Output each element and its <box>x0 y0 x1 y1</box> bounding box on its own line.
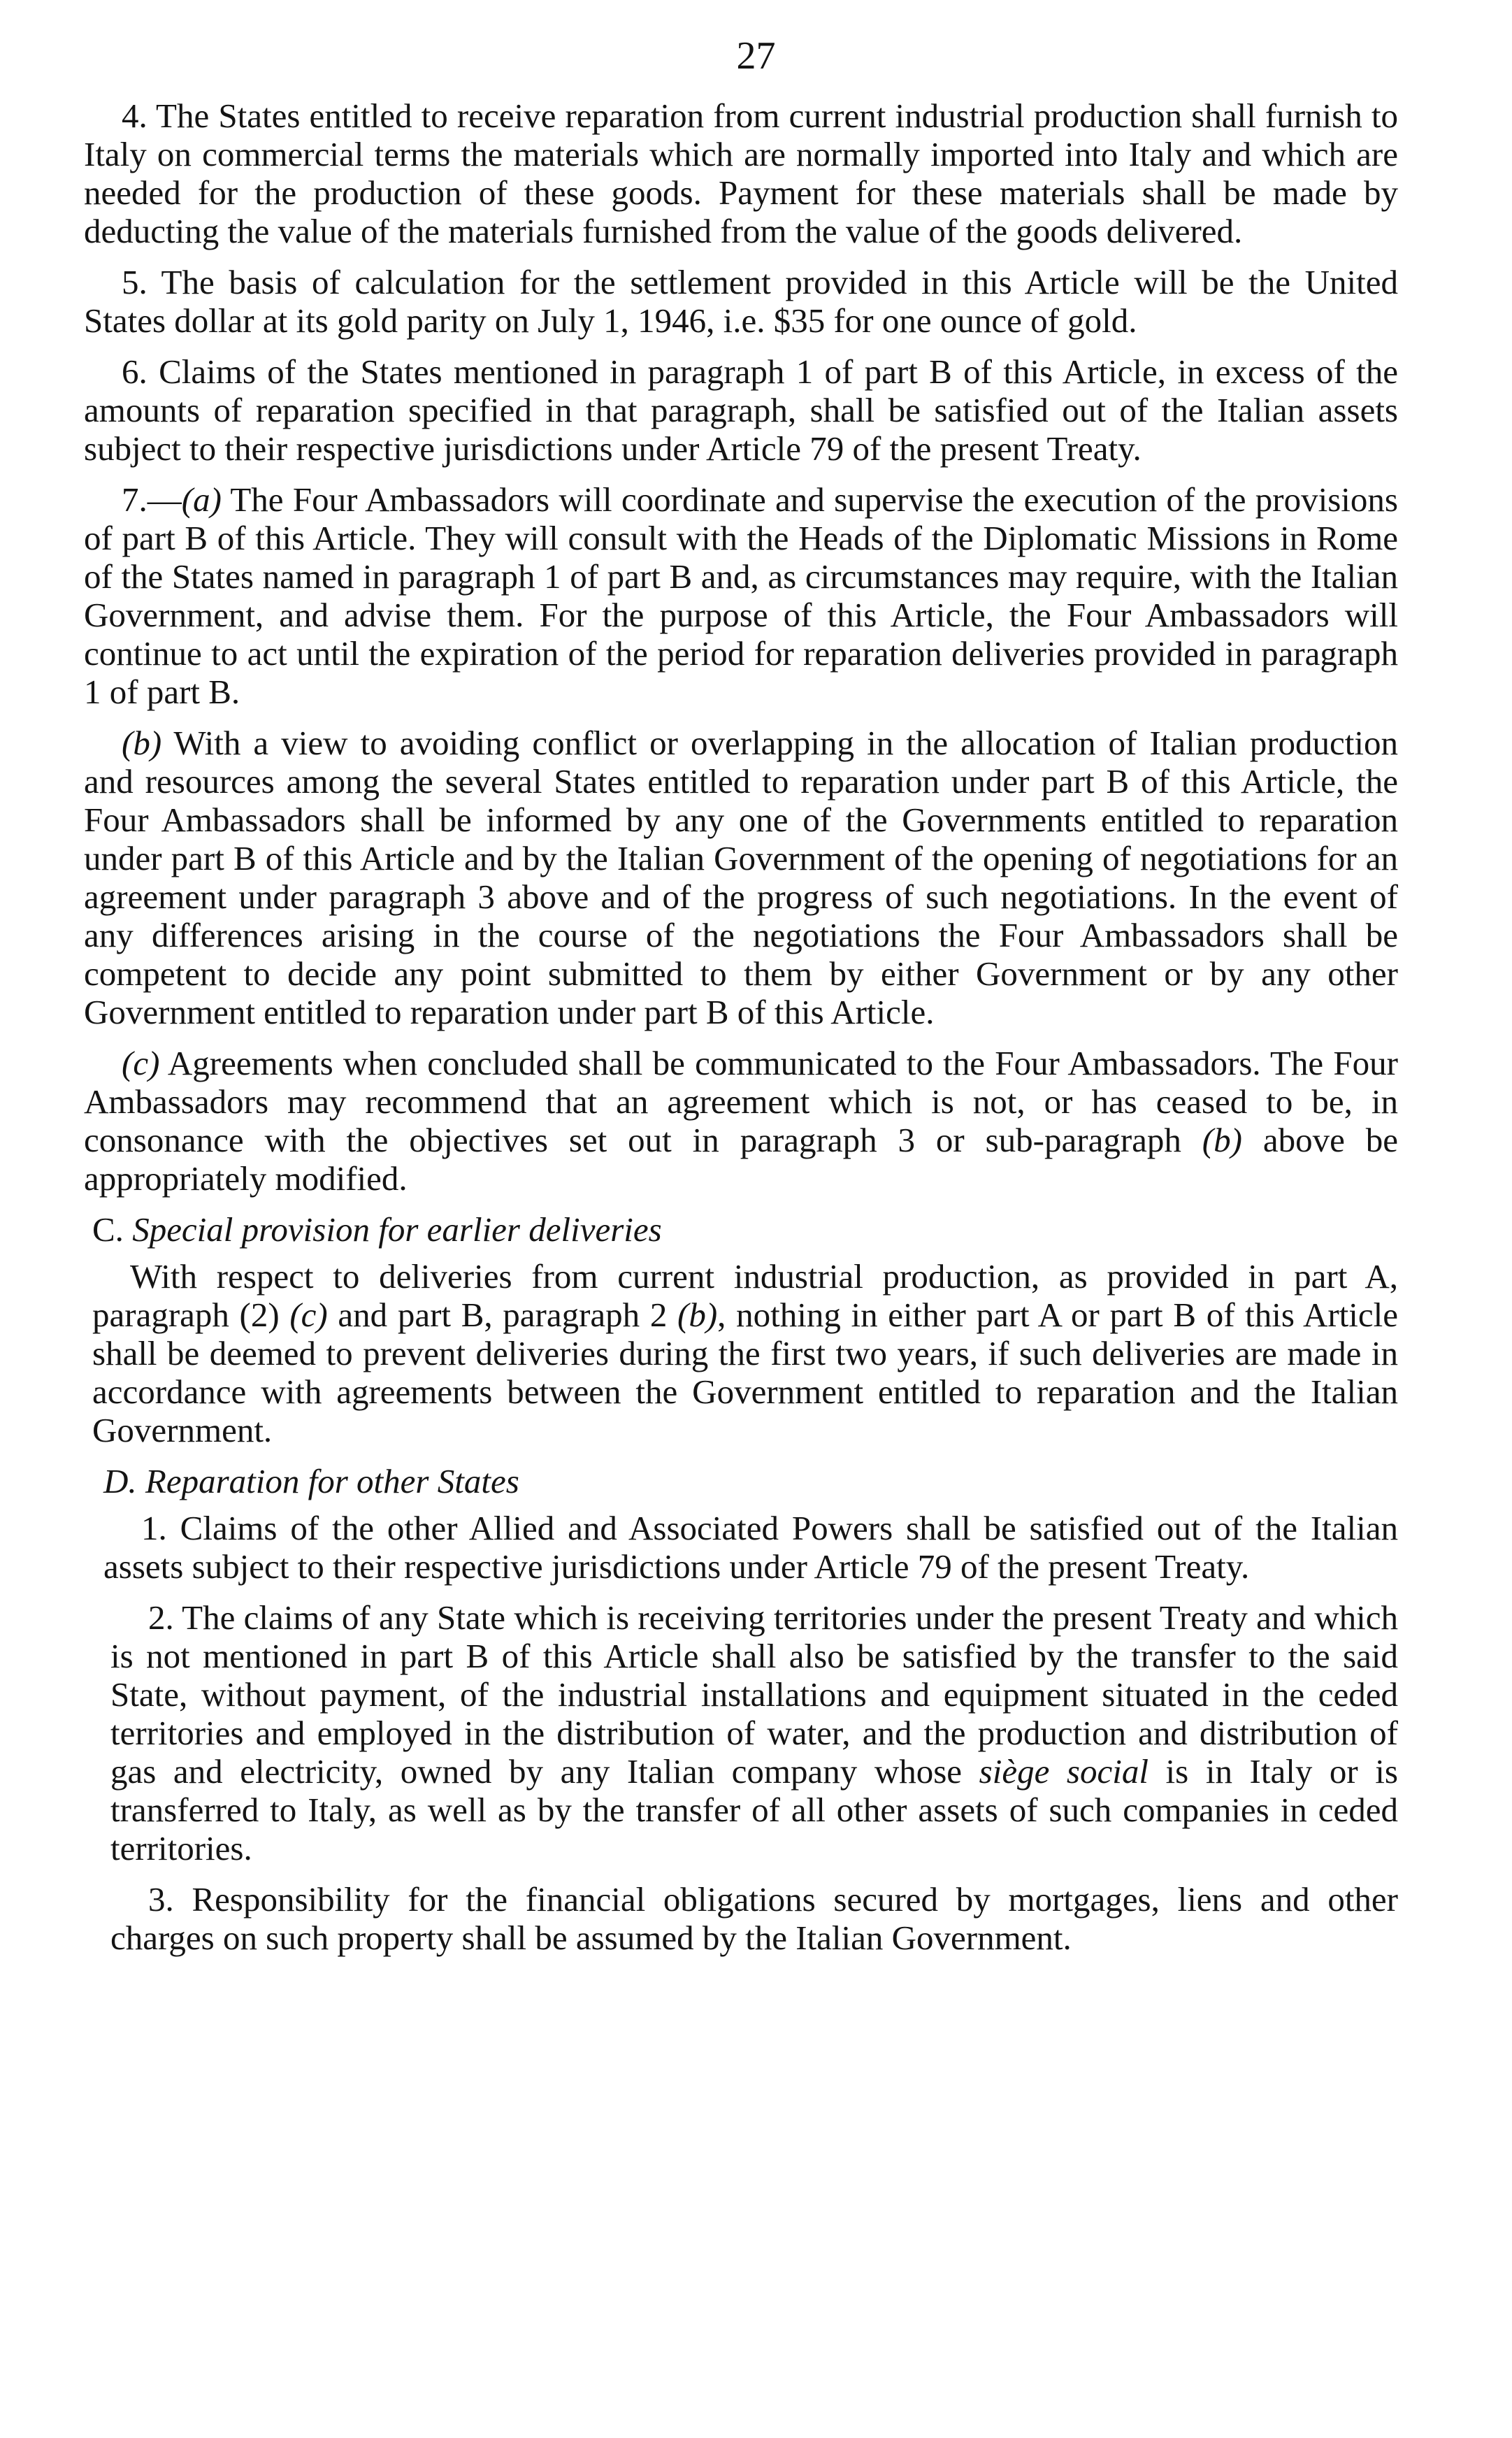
document-body <box>84 96 1398 1970</box>
paragraph-7b: (b) With a view to avoiding conflict or overlapping in the allocation of Italian production and resources among the several States entitled to reparation under part B of this Article, the Four Ambassadors shall be informed by any one of the Governments entitled to reparation under part B of this Article and by the Italian Government of the opening of negotiations for an agreement under paragraph 3 above and of the progress of such negotiations. In the event of any differences arising in the course of the negotiations the Four Ambassadors shall be competent to decide any point submitted to them by either Government or by any other Government entitled to reparation under part B of this Article. <box>84 724 1398 1031</box>
section-d-paragraph-1: 1. Claims of the other Allied and Associated Powers shall be satisfied out of the Italian assets subject to their respective jurisdictions under Article 79 of the present Treaty. <box>103 1509 1398 1586</box>
paragraph-6: 6. Claims of the States mentioned in paragraph 1 of part B of this Article, in excess of the amounts of reparation specified in that paragraph, shall be satisfied out of the Italian assets subject to their respective jurisdictions under Article 79 of the present Treaty. <box>84 352 1398 468</box>
paragraph-7c: (c) Agreements when concluded shall be communicated to the Four Ambassadors. The Four Ambassadors may recommend that an agreement which is not, or has ceased to be, in consonance with the objectives set out in paragraph 3 or sub-paragraph (b) above be appropriately modified. <box>84 1044 1398 1198</box>
page-number: 27 <box>736 34 776 78</box>
paragraph-7a: 7.—(a) The Four Ambassadors will coordinate and supervise the execution of the provisions of part B of this Article. They will consult with the Heads of the Diplomatic Missions in Rome of the States named in paragraph 1 of part B and, as circumstances may require, with the Italian Government, and advise them. For the purpose of this Article, the Four Ambassadors will continue to act until the expiration of the period for reparation deliveries provided in paragraph 1 of part B. <box>84 480 1398 711</box>
section-c-paragraph: With respect to deliveries from current industrial production, as provided in part A, paragraph (2) (c) and part B, paragraph 2 (b), nothing in either part A or part B of this Article shall be deemed to prevent deliveries during the first two years, if such deliveries are made in accordance with agreements between the Government entitled to reparation and the Italian Government. <box>92 1257 1398 1449</box>
section-d-heading: D. Reparation for other States <box>103 1462 519 1500</box>
paragraph-4: 4. The States entitled to receive reparation from current industrial production shall furnish to Italy on commercial terms the materials which are normally imported into Italy and which are needed for the production of these goods. Payment for these materials shall be made by deducting the value of the materials furnished from the value of the goods delivered. <box>84 96 1398 250</box>
paragraph-5: 5. The basis of calculation for the settlement provided in this Article will be the United States dollar at its gold parity on July 1, 1946, i.e. $35 for one ounce of gold. <box>84 263 1398 340</box>
section-d-paragraph-3: 3. Responsibility for the financial obligations secured by mortgages, liens and other charges on such property shall be assumed by the Italian Government. <box>110 1880 1398 1957</box>
section-c-heading: C. Special provision for earlier deliveries <box>92 1210 662 1249</box>
section-d-paragraph-2: 2. The claims of any State which is receiving territories under the present Treaty and which is not mentioned in part B of this Article shall also be satisfied by the transfer to the said State, without payment, of the industrial installations and equipment situated in the ceded territories and employed in the distribution of water, and the production and distribution of gas and electricity, owned by any Italian company whose siège social is in Italy or is transferred to Italy, as well as by the transfer of all other assets of such companies in ceded territories. <box>110 1598 1398 1867</box>
